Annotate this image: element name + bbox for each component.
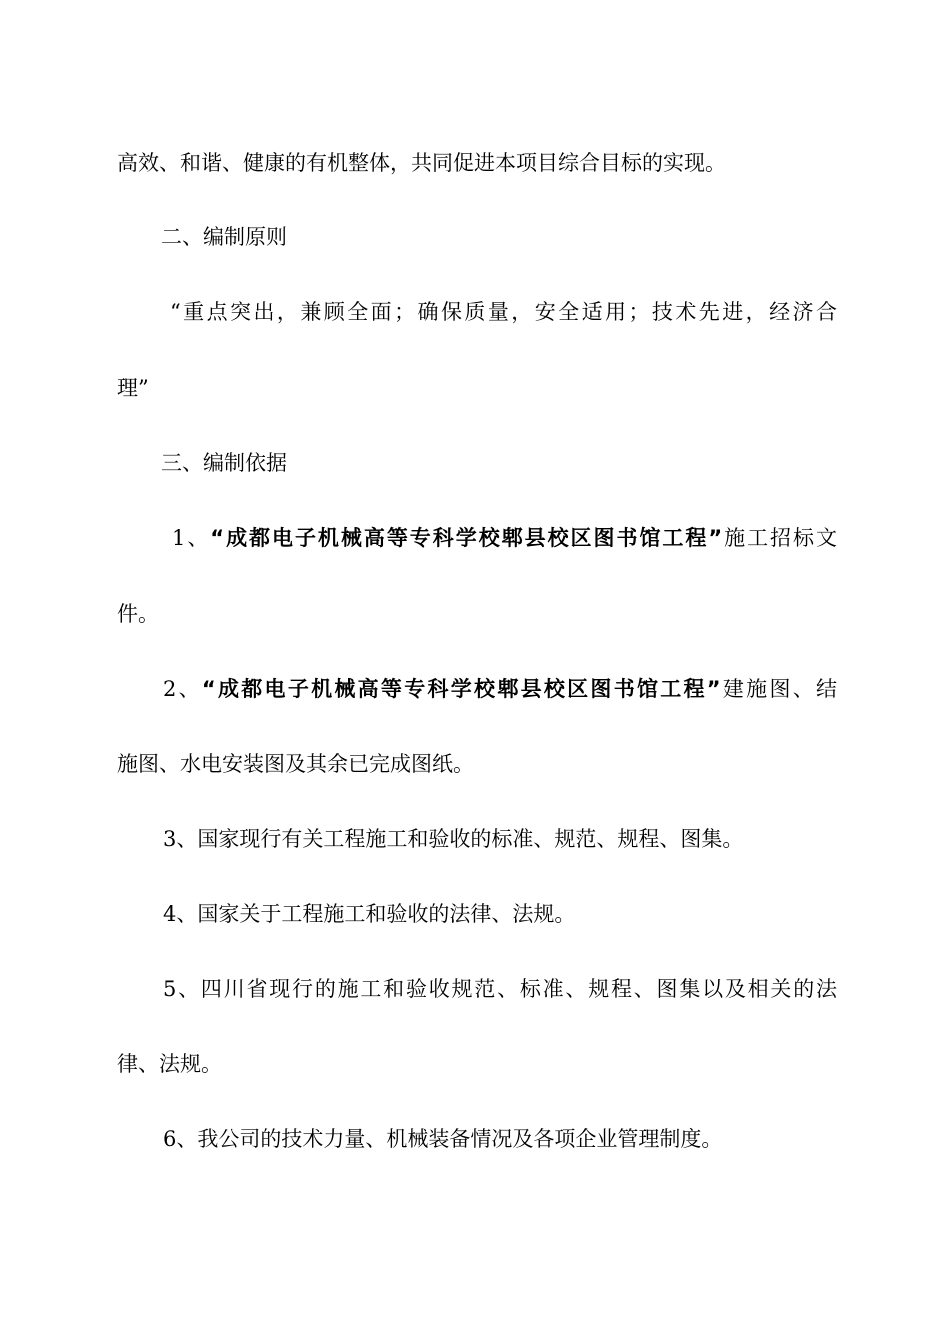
basis-item-1-suffix: 施工招标文 [722, 526, 837, 550]
basis-item-5-line2: 律、法规。 [117, 1052, 222, 1076]
basis-item-2-line2: 施图、水电安装图及其余已完成图纸。 [117, 752, 474, 776]
basis-item-4: 4、国家关于工程施工和验收的法律、法规。 [163, 902, 576, 926]
basis-item-5-line1: 5、四川省现行的施工和验收规范、标准、规程、图集以及相关的法 [163, 977, 837, 1001]
heading-compilation-basis: 三、编制依据 [161, 451, 287, 475]
basis-item-1-number: 1、 [172, 526, 211, 550]
basis-item-2-line1 [163, 674, 837, 704]
paragraph-principles-line2: 理” [117, 376, 149, 400]
paragraph-principles-line1: “重点突出，兼顾全面；确保质量，安全适用；技术先进，经济合 [170, 300, 837, 324]
basis-item-3: 3、国家现行有关工程施工和验收的标准、规范、规程、图集。 [163, 827, 744, 851]
paragraph-intro-line: 高效、和谐、健康的有机整体，共同促进本项目综合目标的实现。 [117, 151, 726, 175]
basis-item-1-project-name: “成都电子机械高等专科学校郫县校区图书馆工程” [210, 526, 723, 550]
basis-item-2-suffix: 建施图、结 [720, 677, 837, 701]
basis-item-2-project-name: “成都电子机械高等专科学校郫县校区图书馆工程” [201, 677, 721, 701]
basis-item-6: 6、我公司的技术力量、机械装备情况及各项企业管理制度。 [163, 1127, 723, 1151]
basis-item-1-line2: 件。 [117, 602, 159, 626]
heading-compilation-principles: 二、编制原则 [161, 225, 287, 249]
basis-item-2-number: 2、 [163, 677, 202, 701]
basis-item-1-line1 [172, 523, 837, 553]
